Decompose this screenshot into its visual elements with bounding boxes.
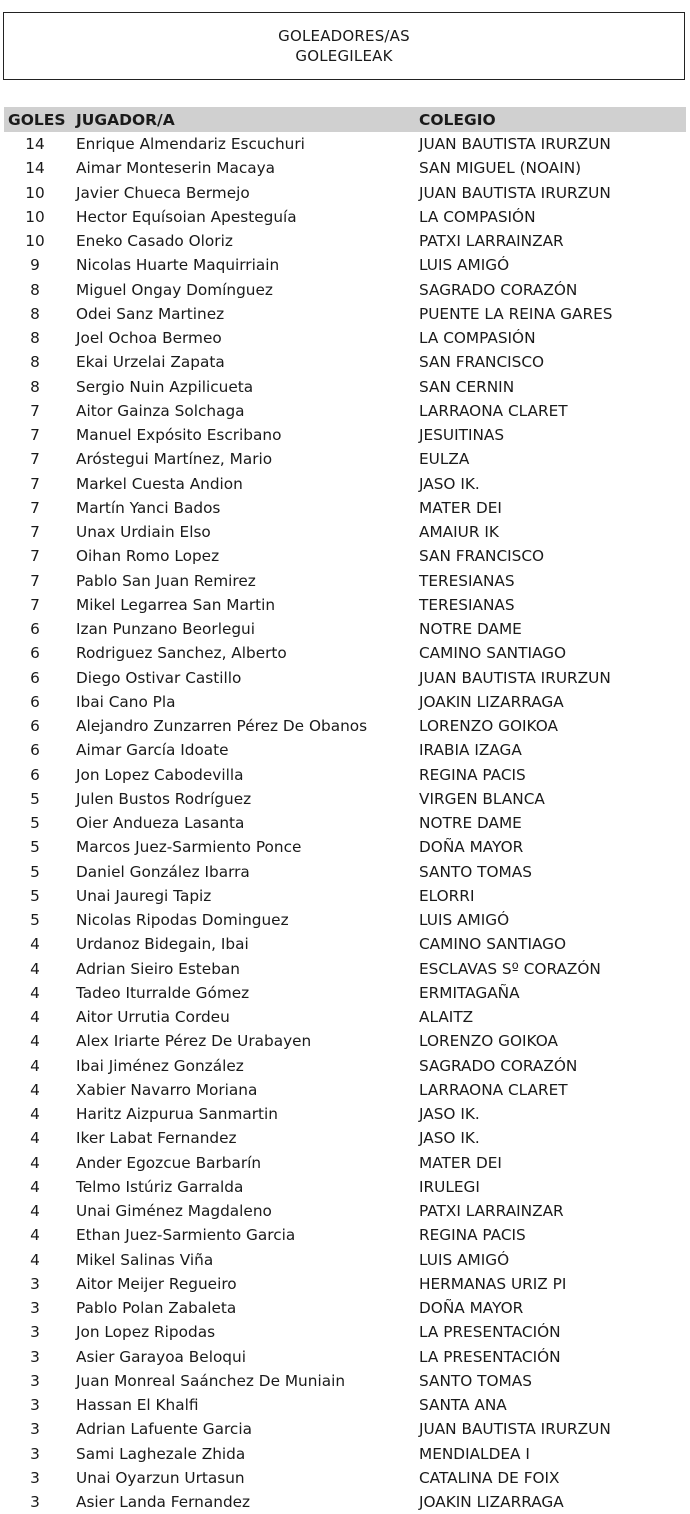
cell-colegio: VIRGEN BLANCA	[419, 789, 545, 808]
cell-jugador: Manuel Expósito Escribano	[76, 426, 282, 445]
cell-goles: 4	[30, 1105, 40, 1124]
cell-goles: 6	[30, 765, 40, 784]
cell-colegio: SAN MIGUEL (NOAIN)	[419, 159, 582, 178]
cell-colegio: TERESIANAS	[419, 595, 515, 614]
table-row	[4, 472, 686, 496]
cell-goles: 6	[30, 692, 40, 711]
cell-colegio: LA PRESENTACIÓN	[419, 1347, 561, 1366]
cell-goles: 3	[30, 1323, 40, 1342]
table-row	[4, 181, 686, 205]
cell-colegio: MATER DEI	[419, 498, 502, 517]
table-row	[4, 1466, 686, 1490]
table-row	[4, 908, 686, 932]
table-row	[4, 1442, 686, 1466]
cell-jugador: Sami Laghezale Zhida	[76, 1444, 246, 1463]
cell-goles: 10	[25, 232, 45, 251]
table-row	[4, 1078, 686, 1102]
cell-colegio: LA PRESENTACIÓN	[419, 1323, 561, 1342]
cell-jugador: Ander Egozcue Barbarín	[76, 1153, 262, 1172]
cell-colegio: JUAN BAUTISTA IRURZUN	[419, 1420, 611, 1439]
table-row	[4, 156, 686, 180]
cell-colegio: SAGRADO CORAZÓN	[419, 280, 578, 299]
cell-goles: 4	[30, 1080, 40, 1099]
table-row	[4, 423, 686, 447]
cell-jugador: Diego Ostivar Castillo	[76, 668, 242, 687]
cell-goles: 7	[30, 595, 40, 614]
cell-colegio: SANTO TOMAS	[419, 1371, 532, 1390]
cell-jugador: Xabier Navarro Moriana	[76, 1080, 258, 1099]
cell-goles: 14	[25, 135, 45, 154]
table-header	[4, 107, 686, 132]
cell-goles: 3	[30, 1444, 40, 1463]
cell-jugador: Tadeo Iturralde Gómez	[76, 983, 250, 1002]
cell-colegio: LORENZO GOIKOA	[419, 717, 558, 736]
cell-goles: 4	[30, 935, 40, 954]
table-row	[4, 1005, 686, 1029]
cell-jugador: Urdanoz Bidegain, Ibai	[76, 935, 249, 954]
cell-colegio: JUAN BAUTISTA IRURZUN	[419, 183, 611, 202]
cell-colegio: SAGRADO CORAZÓN	[419, 1056, 578, 1075]
cell-colegio: LORENZO GOIKOA	[419, 1032, 558, 1051]
cell-jugador: Juan Monreal Saánchez De Muniain	[76, 1371, 346, 1390]
cell-jugador: Telmo Istúriz Garralda	[76, 1177, 244, 1196]
cell-jugador: Julen Bustos Rodríguez	[76, 789, 252, 808]
cell-goles: 6	[30, 644, 40, 663]
cell-goles: 4	[30, 1008, 40, 1027]
cell-colegio: JASO IK.	[419, 474, 480, 493]
header-colegio: COLEGIO	[419, 110, 496, 129]
cell-jugador: Iker Labat Fernandez	[76, 1129, 237, 1148]
table-row	[4, 229, 686, 253]
title-box	[3, 12, 685, 80]
table-row	[4, 641, 686, 665]
table-row	[4, 1199, 686, 1223]
cell-goles: 3	[30, 1274, 40, 1293]
cell-colegio: LUIS AMIGÓ	[419, 911, 510, 930]
cell-colegio: ALAITZ	[419, 1008, 474, 1027]
cell-jugador: Jon Lopez Cabodevilla	[76, 765, 244, 784]
table-row	[4, 617, 686, 641]
cell-goles: 4	[30, 1177, 40, 1196]
cell-jugador: Miguel Ongay Domínguez	[76, 280, 273, 299]
cell-colegio: SANTA ANA	[419, 1396, 507, 1415]
cell-goles: 9	[30, 256, 40, 275]
cell-goles: 8	[30, 304, 40, 323]
cell-colegio: SAN CERNIN	[419, 377, 515, 396]
table-row	[4, 544, 686, 568]
table-row	[4, 1393, 686, 1417]
cell-colegio: LA COMPASIÓN	[419, 329, 536, 348]
cell-colegio: LUIS AMIGÓ	[419, 256, 510, 275]
cell-colegio: LUIS AMIGÓ	[419, 1250, 510, 1269]
cell-goles: 14	[25, 159, 45, 178]
cell-goles: 5	[30, 862, 40, 881]
cell-goles: 5	[30, 911, 40, 930]
cell-jugador: Joel Ochoa Bermeo	[76, 329, 222, 348]
cell-jugador: Asier Landa Fernandez	[76, 1493, 251, 1512]
cell-jugador: Pablo Polan Zabaleta	[76, 1299, 237, 1318]
table-row	[4, 350, 686, 374]
cell-goles: 3	[30, 1420, 40, 1439]
table-row	[4, 835, 686, 859]
header-goles: GOLES	[8, 110, 66, 129]
cell-jugador: Odei Sanz Martinez	[76, 304, 225, 323]
table-row	[4, 932, 686, 956]
table-row	[4, 132, 686, 156]
cell-goles: 10	[25, 207, 45, 226]
cell-jugador: Hector Equísoian Apesteguía	[76, 207, 297, 226]
cell-colegio: ESCLAVAS Sº CORAZÓN	[419, 959, 601, 978]
cell-jugador: Unai Jauregi Tapiz	[76, 886, 212, 905]
table-row	[4, 375, 686, 399]
cell-goles: 10	[25, 183, 45, 202]
cell-colegio: JESUITINAS	[419, 426, 505, 445]
cell-goles: 6	[30, 668, 40, 687]
table-row	[4, 738, 686, 762]
cell-jugador: Rodriguez Sanchez, Alberto	[76, 644, 287, 663]
cell-colegio: DOÑA MAYOR	[419, 1299, 524, 1318]
cell-jugador: Adrian Lafuente Garcia	[76, 1420, 252, 1439]
cell-jugador: Izan Punzano Beorlegui	[76, 620, 256, 639]
cell-goles: 4	[30, 1056, 40, 1075]
cell-jugador: Javier Chueca Bermejo	[76, 183, 250, 202]
table-row	[4, 520, 686, 544]
table-row	[4, 326, 686, 350]
table-row	[4, 1054, 686, 1078]
table-row	[4, 593, 686, 617]
cell-goles: 3	[30, 1396, 40, 1415]
table-row	[4, 205, 686, 229]
cell-colegio: TERESIANAS	[419, 571, 515, 590]
cell-goles: 6	[30, 717, 40, 736]
cell-colegio: SANTO TOMAS	[419, 862, 532, 881]
cell-goles: 8	[30, 353, 40, 372]
cell-colegio: JUAN BAUTISTA IRURZUN	[419, 668, 611, 687]
cell-colegio: MENDIALDEA I	[419, 1444, 530, 1463]
table-row	[4, 1029, 686, 1053]
cell-colegio: IRABIA IZAGA	[419, 741, 522, 760]
cell-goles: 5	[30, 838, 40, 857]
cell-jugador: Alex Iriarte Pérez De Urabayen	[76, 1032, 312, 1051]
cell-goles: 4	[30, 1226, 40, 1245]
cell-jugador: Unai Giménez Magdaleno	[76, 1202, 272, 1221]
cell-jugador: Oier Andueza Lasanta	[76, 814, 245, 833]
cell-colegio: JOAKIN LIZARRAGA	[419, 1493, 564, 1512]
cell-goles: 4	[30, 959, 40, 978]
table-row	[4, 1296, 686, 1320]
cell-goles: 5	[30, 886, 40, 905]
cell-colegio: CAMINO SANTIAGO	[419, 935, 567, 954]
table-row	[4, 1102, 686, 1126]
cell-goles: 4	[30, 1250, 40, 1269]
cell-jugador: Aróstegui Martínez, Mario	[76, 450, 273, 469]
cell-jugador: Nicolas Huarte Maquirriain	[76, 256, 280, 275]
header-jugador: JUGADOR/A	[76, 110, 175, 129]
cell-colegio: PATXI LARRAINZAR	[419, 232, 564, 251]
table-row	[4, 787, 686, 811]
cell-goles: 8	[30, 377, 40, 396]
cell-colegio: SAN FRANCISCO	[419, 353, 545, 372]
table-row	[4, 811, 686, 835]
title-line-1: GOLEADORES/AS	[278, 27, 410, 45]
table-row	[4, 666, 686, 690]
cell-goles: 4	[30, 1202, 40, 1221]
cell-jugador: Nicolas Ripodas Dominguez	[76, 911, 289, 930]
cell-jugador: Oihan Romo Lopez	[76, 547, 220, 566]
cell-jugador: Aimar García Idoate	[76, 741, 229, 760]
cell-goles: 4	[30, 1153, 40, 1172]
cell-colegio: JOAKIN LIZARRAGA	[419, 692, 564, 711]
cell-colegio: ERMITAGAÑA	[419, 983, 520, 1002]
table-row	[4, 957, 686, 981]
cell-jugador: Mikel Legarrea San Martin	[76, 595, 276, 614]
cell-jugador: Aimar Monteserin Macaya	[76, 159, 276, 178]
table-row	[4, 496, 686, 520]
cell-goles: 4	[30, 1032, 40, 1051]
cell-goles: 7	[30, 571, 40, 590]
cell-jugador: Alejandro Zunzarren Pérez De Obanos	[76, 717, 368, 736]
cell-colegio: CAMINO SANTIAGO	[419, 644, 567, 663]
cell-colegio: REGINA PACIS	[419, 1226, 526, 1245]
cell-goles: 7	[30, 426, 40, 445]
table-row	[4, 447, 686, 471]
cell-jugador: Adrian Sieiro Esteban	[76, 959, 240, 978]
table-row	[4, 884, 686, 908]
cell-colegio: JASO IK.	[419, 1129, 480, 1148]
cell-goles: 5	[30, 814, 40, 833]
cell-jugador: Enrique Almendariz Escuchuri	[76, 135, 305, 154]
cell-jugador: Daniel González Ibarra	[76, 862, 250, 881]
cell-jugador: Pablo San Juan Remirez	[76, 571, 256, 590]
cell-colegio: IRULEGI	[419, 1177, 480, 1196]
table-row	[4, 1417, 686, 1441]
cell-jugador: Asier Garayoa Beloqui	[76, 1347, 246, 1366]
cell-goles: 7	[30, 450, 40, 469]
cell-colegio: JUAN BAUTISTA IRURZUN	[419, 135, 611, 154]
cell-colegio: SAN FRANCISCO	[419, 547, 545, 566]
cell-colegio: EULZA	[419, 450, 470, 469]
cell-colegio: HERMANAS URIZ PI	[419, 1274, 567, 1293]
title-line-2: GOLEGILEAK	[295, 47, 393, 65]
cell-colegio: CATALINA DE FOIX	[419, 1468, 560, 1487]
table-row	[4, 1126, 686, 1150]
cell-goles: 3	[30, 1371, 40, 1390]
table-row	[4, 714, 686, 738]
cell-colegio: REGINA PACIS	[419, 765, 526, 784]
cell-jugador: Aitor Gainza Solchaga	[76, 401, 245, 420]
cell-jugador: Aitor Urrutia Cordeu	[76, 1008, 230, 1027]
cell-goles: 5	[30, 789, 40, 808]
cell-jugador: Aitor Meijer Regueiro	[76, 1274, 237, 1293]
table-row	[4, 278, 686, 302]
cell-colegio: NOTRE DAME	[419, 814, 522, 833]
cell-goles: 4	[30, 983, 40, 1002]
table-row	[4, 569, 686, 593]
table-row	[4, 860, 686, 884]
cell-colegio: NOTRE DAME	[419, 620, 522, 639]
cell-colegio: PUENTE LA REINA GARES	[419, 304, 613, 323]
cell-colegio: MATER DEI	[419, 1153, 502, 1172]
cell-goles: 4	[30, 1129, 40, 1148]
table-row	[4, 1320, 686, 1344]
cell-jugador: Martín Yanci Bados	[76, 498, 221, 517]
cell-colegio: LARRAONA CLARET	[419, 1080, 568, 1099]
table-row	[4, 981, 686, 1005]
table-row	[4, 399, 686, 423]
cell-goles: 6	[30, 741, 40, 760]
table-row	[4, 690, 686, 714]
cell-colegio: PATXI LARRAINZAR	[419, 1202, 564, 1221]
cell-colegio: JASO IK.	[419, 1105, 480, 1124]
table-row	[4, 1248, 686, 1272]
table-row	[4, 1223, 686, 1247]
cell-goles: 7	[30, 523, 40, 542]
cell-goles: 7	[30, 547, 40, 566]
cell-jugador: Markel Cuesta Andion	[76, 474, 243, 493]
cell-jugador: Hassan El Khalfi	[76, 1396, 199, 1415]
cell-goles: 7	[30, 474, 40, 493]
cell-jugador: Sergio Nuin Azpilicueta	[76, 377, 254, 396]
table-row	[4, 1175, 686, 1199]
cell-colegio: DOÑA MAYOR	[419, 838, 524, 857]
table-row	[4, 763, 686, 787]
cell-goles: 3	[30, 1493, 40, 1512]
cell-jugador: Marcos Juez-Sarmiento Ponce	[76, 838, 302, 857]
scorers-table	[4, 107, 686, 1514]
cell-goles: 7	[30, 498, 40, 517]
cell-colegio: ELORRI	[419, 886, 475, 905]
cell-jugador: Unai Oyarzun Urtasun	[76, 1468, 245, 1487]
cell-jugador: Jon Lopez Ripodas	[76, 1323, 216, 1342]
cell-jugador: Eneko Casado Oloriz	[76, 232, 233, 251]
cell-jugador: Ibai Jiménez González	[76, 1056, 244, 1075]
table-row	[4, 1369, 686, 1393]
cell-goles: 3	[30, 1468, 40, 1487]
cell-goles: 3	[30, 1347, 40, 1366]
cell-colegio: LA COMPASIÓN	[419, 207, 536, 226]
table-row	[4, 1272, 686, 1296]
table-row	[4, 1345, 686, 1369]
cell-goles: 8	[30, 329, 40, 348]
cell-jugador: Mikel Salinas Viña	[76, 1250, 214, 1269]
cell-goles: 6	[30, 620, 40, 639]
cell-jugador: Ibai Cano Pla	[76, 692, 176, 711]
cell-jugador: Ethan Juez-Sarmiento Garcia	[76, 1226, 296, 1245]
cell-jugador: Unax Urdiain Elso	[76, 523, 211, 542]
table-row	[4, 302, 686, 326]
table-body	[4, 132, 686, 1514]
cell-jugador: Haritz Aizpurua Sanmartin	[76, 1105, 278, 1124]
cell-goles: 7	[30, 401, 40, 420]
cell-goles: 8	[30, 280, 40, 299]
cell-goles: 3	[30, 1299, 40, 1318]
table-row	[4, 1490, 686, 1514]
table-row	[4, 253, 686, 277]
cell-colegio: AMAIUR IK	[419, 523, 499, 542]
cell-colegio: LARRAONA CLARET	[419, 401, 568, 420]
cell-jugador: Ekai Urzelai Zapata	[76, 353, 225, 372]
table-row	[4, 1151, 686, 1175]
